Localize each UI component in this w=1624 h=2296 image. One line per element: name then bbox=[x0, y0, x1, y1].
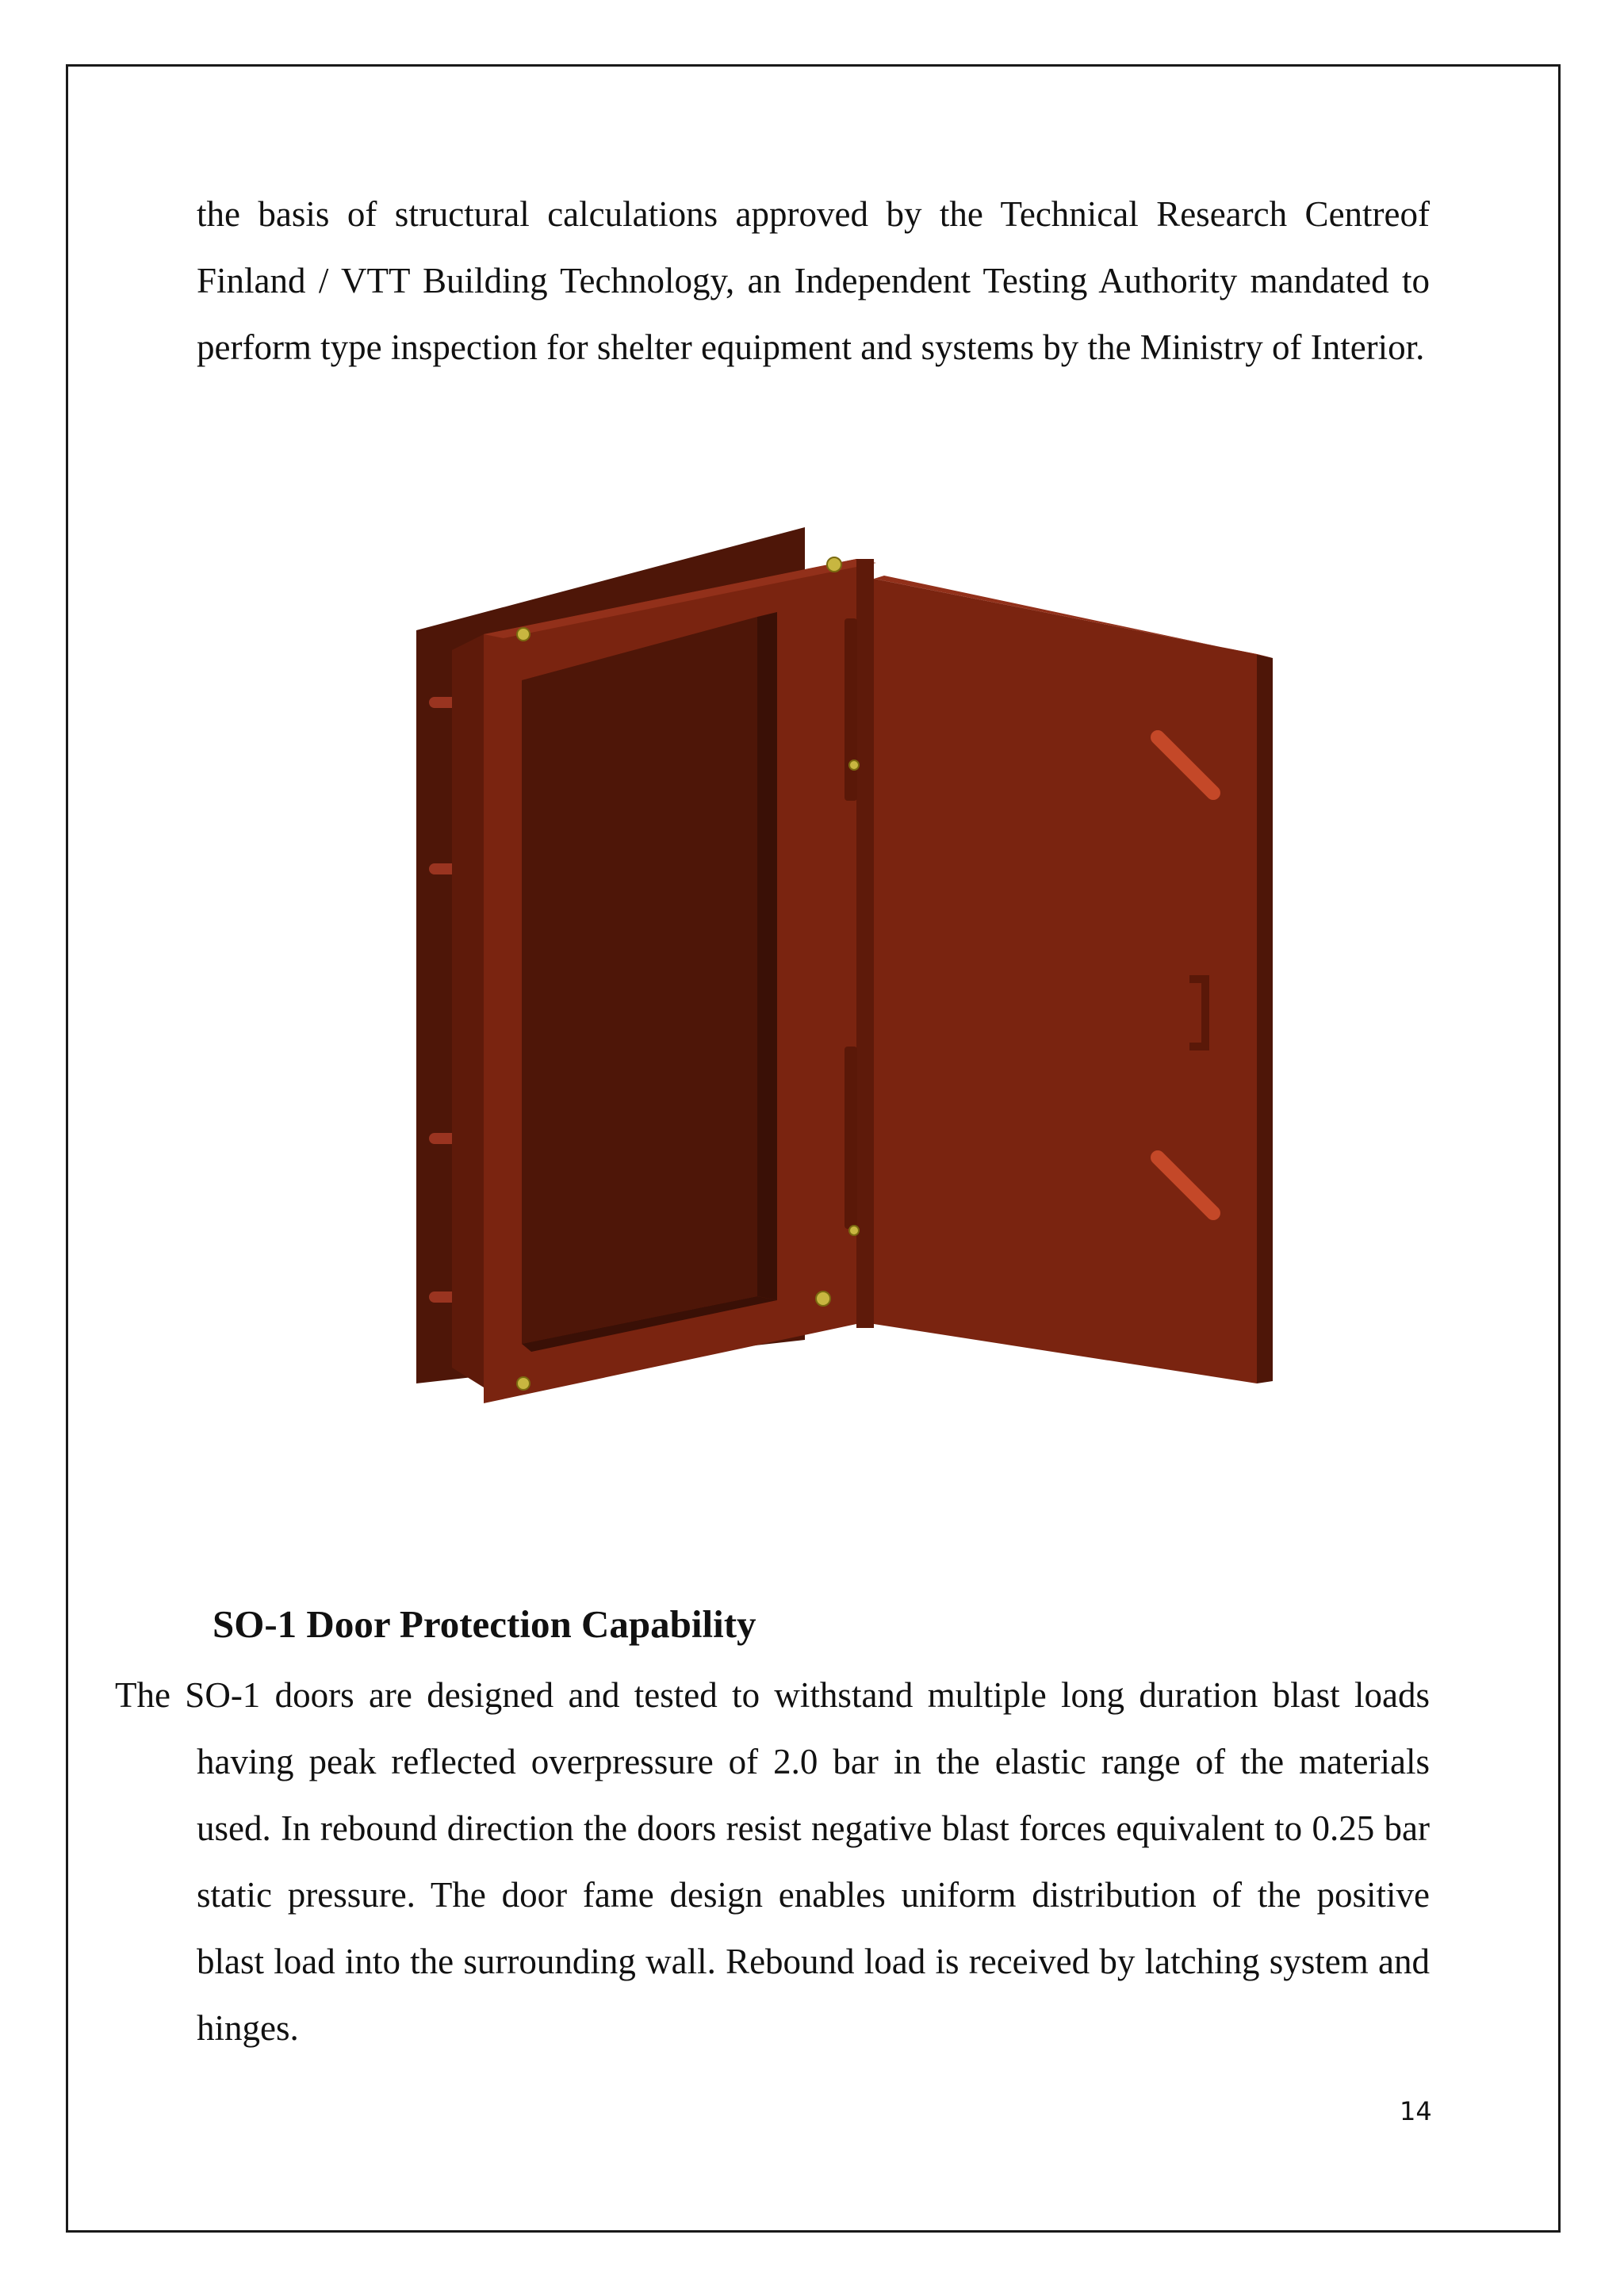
hinge-strip bbox=[856, 559, 874, 1328]
section-heading: SO-1 Door Protection Capability bbox=[213, 1602, 756, 1646]
door-leaf-edge bbox=[1257, 654, 1273, 1383]
page-number: 14 bbox=[1400, 2096, 1432, 2126]
paragraph-top: the basis of structural calculations approved by the Technical Research Centreof Finland / VTT Building Technology, an Independent Testing Authority mandated to perform type inspection for shelter equipment and systems by the Ministry of Interior. bbox=[197, 194, 1430, 367]
door-frame-rebate bbox=[757, 612, 777, 1300]
paragraph-bottom: The SO-1 doors are designed and tested to withstand multiple long duration blast loads having peak reflected overpressure of 2.0 bar in the elastic range of the materials used. In rebound direction the doors resist negative blast forces equivalent to 0.25 bar static pressure. The door fame design enables uniform distribution of the positive blast load into the surrounding wall. Rebound load is received by latching system and hinges. bbox=[115, 1675, 1430, 2048]
door-frame-side bbox=[452, 634, 484, 1387]
blast-door-illustration bbox=[404, 523, 1293, 1419]
